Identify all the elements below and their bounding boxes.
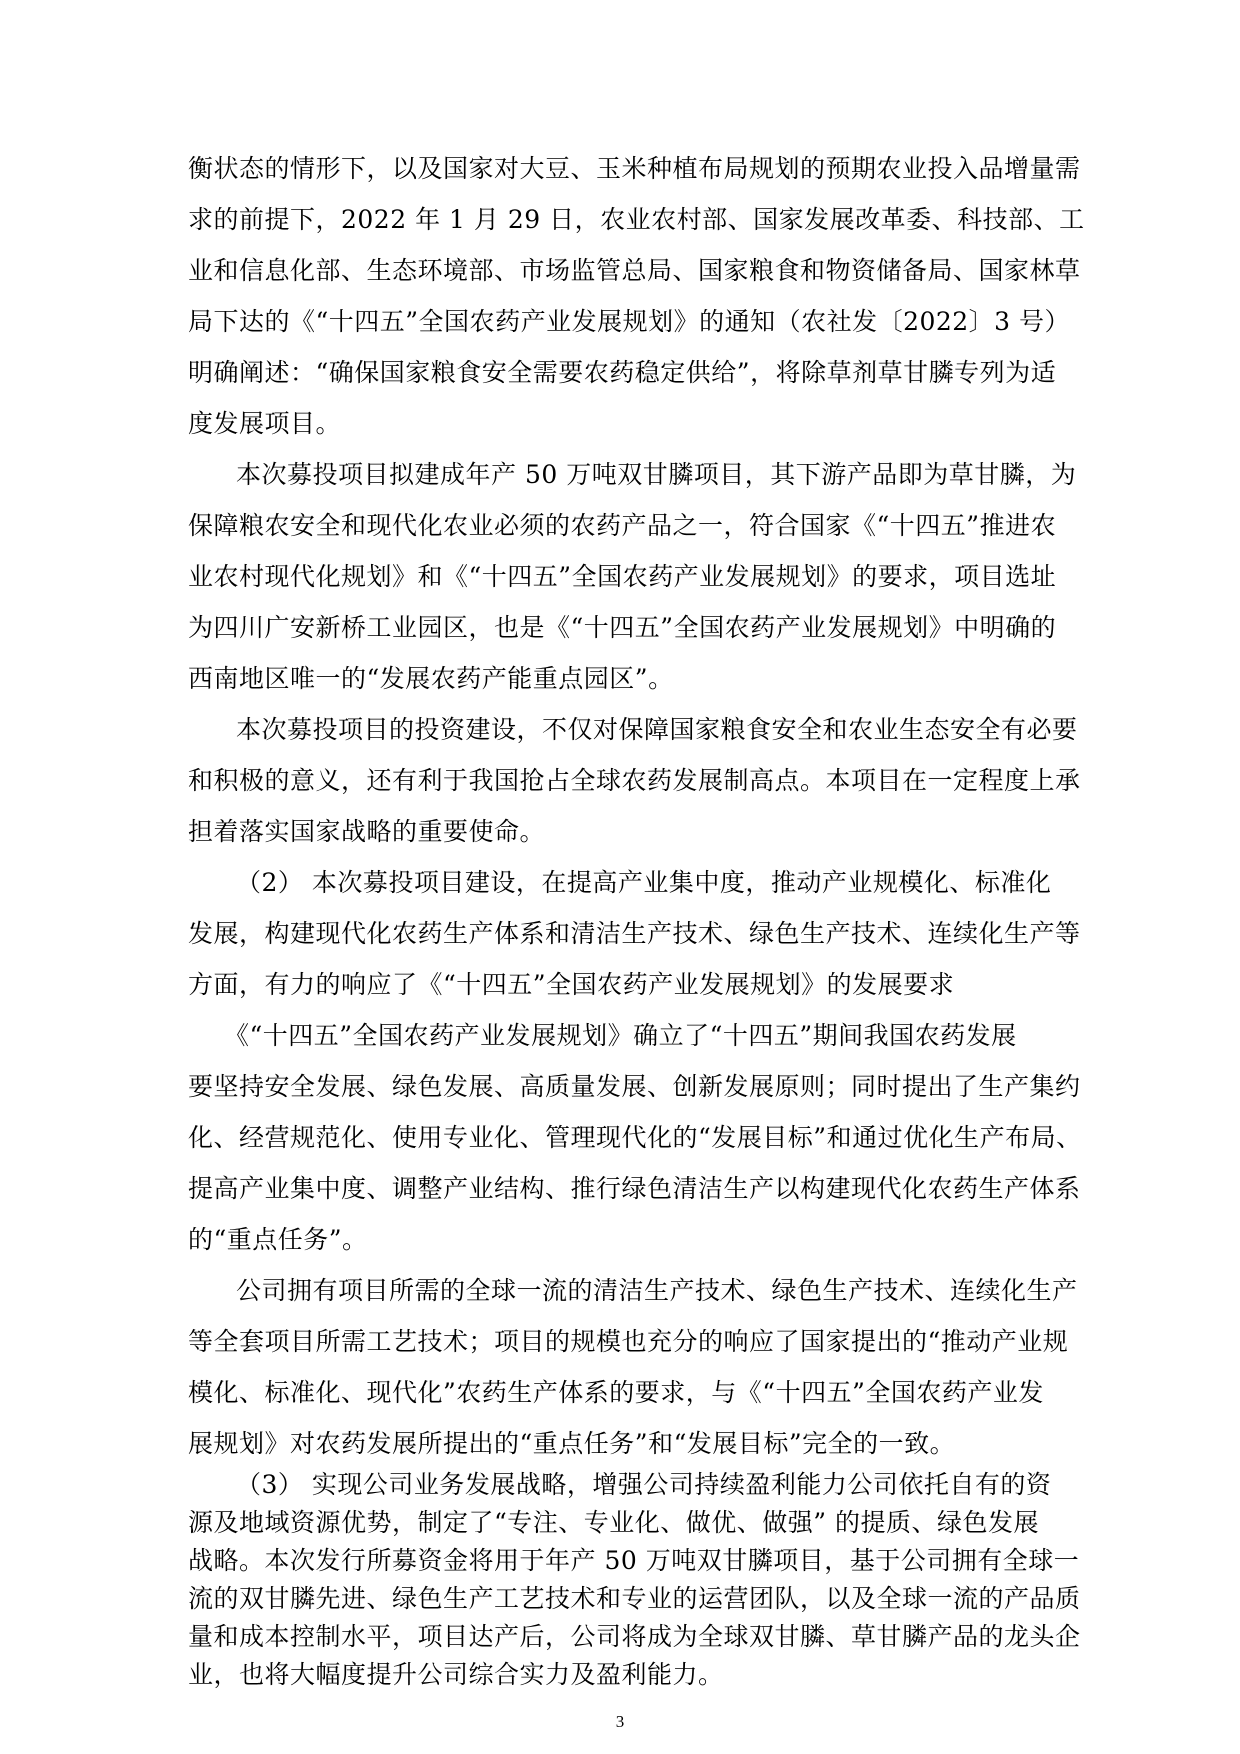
paragraph-6-line-4: 展规划》对农药发展所提出的“重点任务”和“发展目标”完全的一致。	[188, 1429, 956, 1458]
paragraph-2-line-3: 业农村现代化规划》和《“十四五”全国农药产业发展规划》的要求，项目选址	[188, 562, 1057, 591]
paragraph-2-line-2: 保障粮农安全和现代化农业必须的农药产品之一，符合国家《“十四五”推进农	[188, 511, 1057, 540]
paragraph-2-line-1: 本次募投项目拟建成年产 50 万吨双甘膦项目，其下游产品即为草甘膦，为	[236, 460, 1077, 489]
paragraph-1-line-5: 明确阐述：“确保国家粮食安全需要农药稳定供给”，将除草剂草甘膦专列为适	[188, 358, 1057, 387]
paragraph-5-line-4: 提高产业集中度、调整产业结构、推行绿色清洁生产以构建现代化农药生产体系	[188, 1174, 1081, 1203]
paragraph-3-line-2: 和积极的意义，还有利于我国抢占全球农药发展制高点。本项目在一定程度上承	[188, 766, 1081, 795]
paragraph-1-line-6: 度发展项目。	[188, 409, 342, 438]
paragraph-7-line-3: 战略。本次发行所募资金将用于年产 50 万吨双甘膦项目，基于公司拥有全球一	[188, 1546, 1080, 1575]
paragraph-1-line-4: 局下达的《“十四五”全国农药产业发展规划》的通知（农社发〔2022〕3 号）	[188, 307, 1071, 336]
paragraph-4-line-3: 方面，有力的响应了《“十四五”全国农药产业发展规划》的发展要求	[188, 970, 955, 999]
paragraph-6-line-1: 公司拥有项目所需的全球一流的清洁生产技术、绿色生产技术、连续化生产	[236, 1276, 1078, 1305]
paragraph-5-line-1: 《“十四五”全国农药产业发展规划》确立了“十四五”期间我国农药发展	[224, 1021, 1017, 1050]
paragraph-7-line-4: 流的双甘膦先进、绿色生产工艺技术和专业的运营团队，以及全球一流的产品质	[188, 1584, 1081, 1613]
paragraph-5-line-2: 要坚持安全发展、绿色发展、高质量发展、创新发展原则；同时提出了生产集约	[188, 1072, 1081, 1101]
paragraph-7-line-5: 量和成本控制水平，项目达产后，公司将成为全球双甘膦、草甘膦产品的龙头企	[188, 1622, 1081, 1651]
paragraph-5-line-3: 化、经营规范化、使用专业化、管理现代化的“发展目标”和通过优化生产布局、	[188, 1123, 1082, 1152]
paragraph-1-line-3: 业和信息化部、生态环境部、市场监管总局、国家粮食和物资储备局、国家林草	[188, 256, 1081, 285]
page-number: 3	[615, 1712, 625, 1731]
paragraph-4-line-1: （2） 本次募投项目建设，在提高产业集中度，推动产业规模化、标准化	[236, 868, 1052, 897]
paragraph-2-line-4: 为四川广安新桥工业园区，也是《“十四五”全国农药产业发展规划》中明确的	[188, 613, 1057, 642]
paragraph-6-line-2: 等全套项目所需工艺技术；项目的规模也充分的响应了国家提出的“推动产业规	[188, 1327, 1069, 1356]
paragraph-1-line-2: 求的前提下，2022 年 1 月 29 日，农业农村部、国家发展改革委、科技部、工	[188, 205, 1085, 234]
paragraph-3-line-3: 担着落实国家战略的重要使命。	[188, 817, 546, 846]
paragraph-5-line-5: 的“重点任务”。	[188, 1225, 368, 1254]
paragraph-4-line-2: 发展，构建现代化农药生产体系和清洁生产技术、绿色生产技术、连续化生产等	[188, 919, 1081, 948]
paragraph-7-line-6: 业，也将大幅度提升公司综合实力及盈利能力。	[188, 1660, 724, 1689]
paragraph-2-line-5: 西南地区唯一的“发展农药产能重点园区”。	[188, 664, 674, 693]
paragraph-7-line-2: 源及地域资源优势，制定了“专注、专业化、做优、做强” 的提质、绿色发展	[188, 1508, 1040, 1537]
paragraph-3-line-1: 本次募投项目的投资建设，不仅对保障国家粮食安全和农业生态安全有必要	[236, 715, 1078, 744]
paragraph-1-line-1: 衡状态的情形下，以及国家对大豆、玉米种植布局规划的预期农业投入品增量需	[188, 154, 1081, 183]
paragraph-7-line-1: （3） 实现公司业务发展战略，增强公司持续盈利能力公司依托自有的资	[236, 1470, 1052, 1499]
paragraph-6-line-3: 模化、标准化、现代化”农药生产体系的要求，与《“十四五”全国农药产业发	[188, 1378, 1044, 1407]
